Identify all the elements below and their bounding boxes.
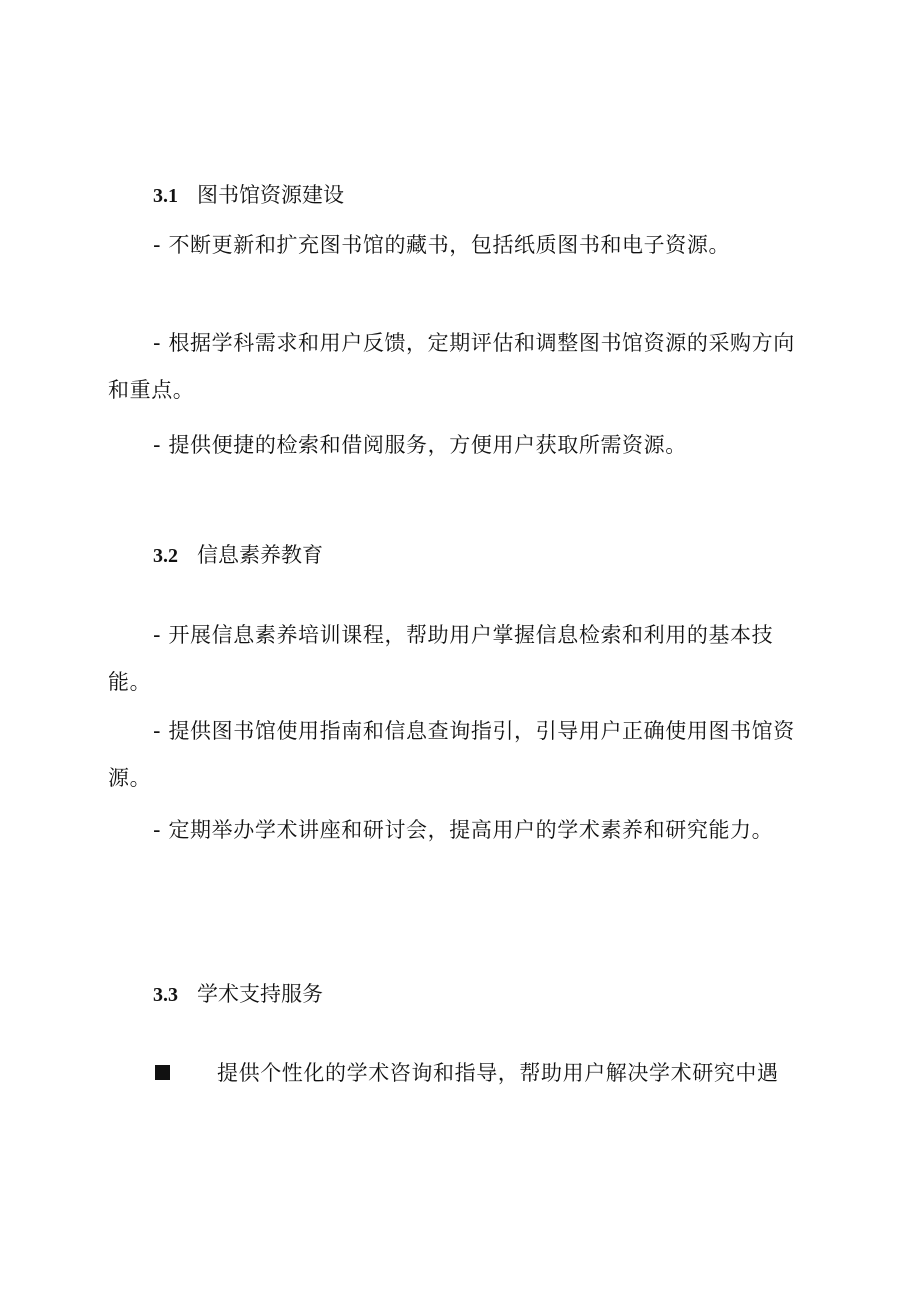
paragraph-item: - 开展信息素养培训课程，帮助用户掌握信息检索和利用的基本技能。 [108,623,774,694]
paragraph-item: - 提供图书馆使用指南和信息查询指引，引导用户正确使用图书馆资源。 [108,719,795,790]
paragraph-item: - 定期举办学术讲座和研讨会，提高用户的学术素养和研究能力。 [153,818,774,842]
square-bullet-icon [155,1065,170,1080]
section-number: 3.1 [153,185,178,207]
bullet-text: 提供个性化的学术咨询和指导，帮助用户解决学术研究中遇 [217,1061,779,1085]
paragraph-item: - 根据学科需求和用户反馈，定期评估和调整图书馆资源的采购方向和重点。 [108,331,795,402]
bullet-item [155,1058,855,1088]
section-title: 信息素养教育 [197,543,323,567]
section-title: 学术支持服务 [197,982,323,1006]
paragraph-item: - 不断更新和扩充图书馆的藏书，包括纸质图书和电子资源。 [153,233,731,257]
section-heading-3-1 [153,181,344,210]
section-heading-3-2 [153,541,323,570]
section-title: 图书馆资源建设 [197,183,344,207]
paragraph-item: - 提供便捷的检索和借阅服务，方便用户获取所需资源。 [153,433,687,457]
section-number: 3.2 [153,545,178,567]
section-heading-3-3 [153,980,323,1009]
section-number: 3.3 [153,984,178,1006]
